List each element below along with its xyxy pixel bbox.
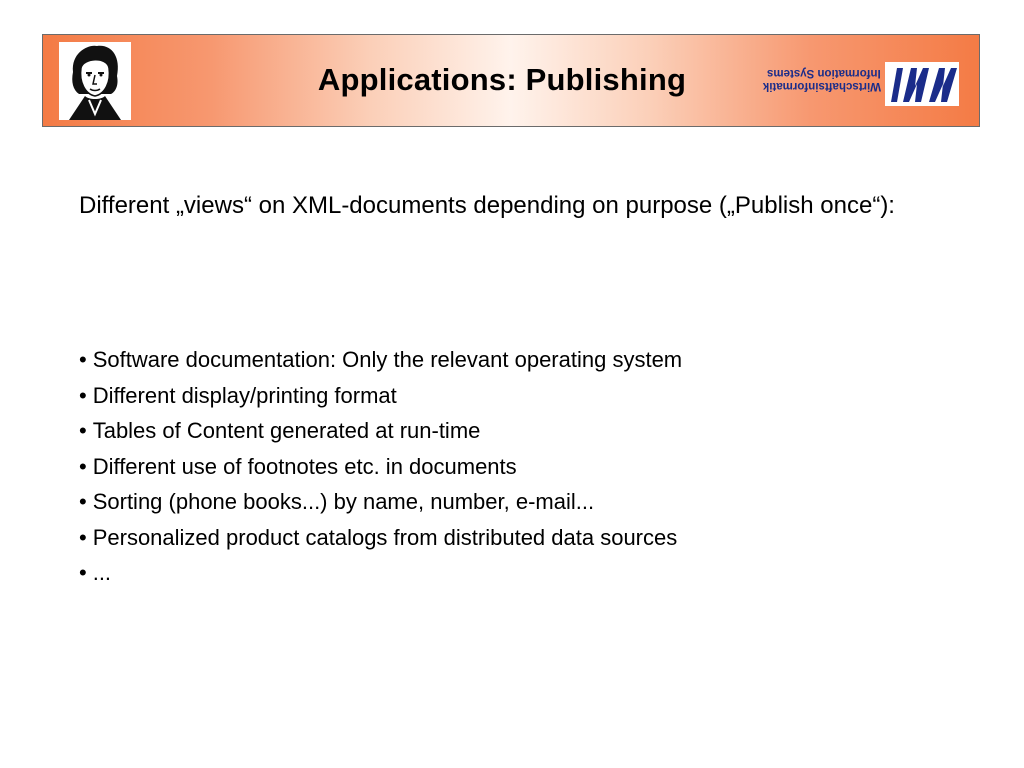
list-item — [79, 378, 682, 414]
iwi-logo-mark-icon — [885, 62, 959, 106]
list-item-text: ... — [92, 560, 112, 585]
list-item — [79, 342, 682, 378]
slide-title: Applications: Publishing — [317, 62, 687, 97]
bullet-symbol: • — [79, 418, 87, 443]
bullet-symbol: • — [79, 453, 87, 479]
list-item — [79, 520, 682, 556]
header-banner — [42, 34, 980, 127]
logo-text-block — [762, 66, 881, 92]
list-item-text: Sorting (phone books...) by name, number, e-mail... — [92, 489, 595, 514]
list-item — [79, 449, 682, 485]
intro-paragraph: Different „views“ on XML-documents depending on purpose („Publish once“): — [79, 192, 895, 219]
list-item — [79, 555, 682, 591]
bullet-symbol: • — [79, 489, 87, 514]
logo-text-line1: Wirtschaftsinformatik — [762, 80, 881, 92]
list-item-text: Personalized product catalogs from distributed data sources — [92, 524, 678, 550]
list-item-text: Tables of Content generated at run-time — [92, 418, 481, 443]
bullet-symbol: • — [79, 524, 87, 550]
iwi-logo — [762, 62, 959, 106]
list-item-text: Different use of footnotes etc. in documents — [92, 453, 517, 479]
logo-text-line2: Information Systems — [767, 67, 881, 79]
bullet-list — [79, 342, 682, 591]
list-item — [79, 484, 682, 520]
list-item-text: Different display/printing format — [92, 382, 397, 408]
list-item — [79, 413, 682, 449]
bullet-symbol: • — [79, 560, 87, 585]
bullet-symbol: • — [79, 347, 87, 372]
list-item-text: Software documentation: Only the relevant operating system — [92, 347, 683, 372]
bullet-symbol: • — [79, 382, 87, 408]
